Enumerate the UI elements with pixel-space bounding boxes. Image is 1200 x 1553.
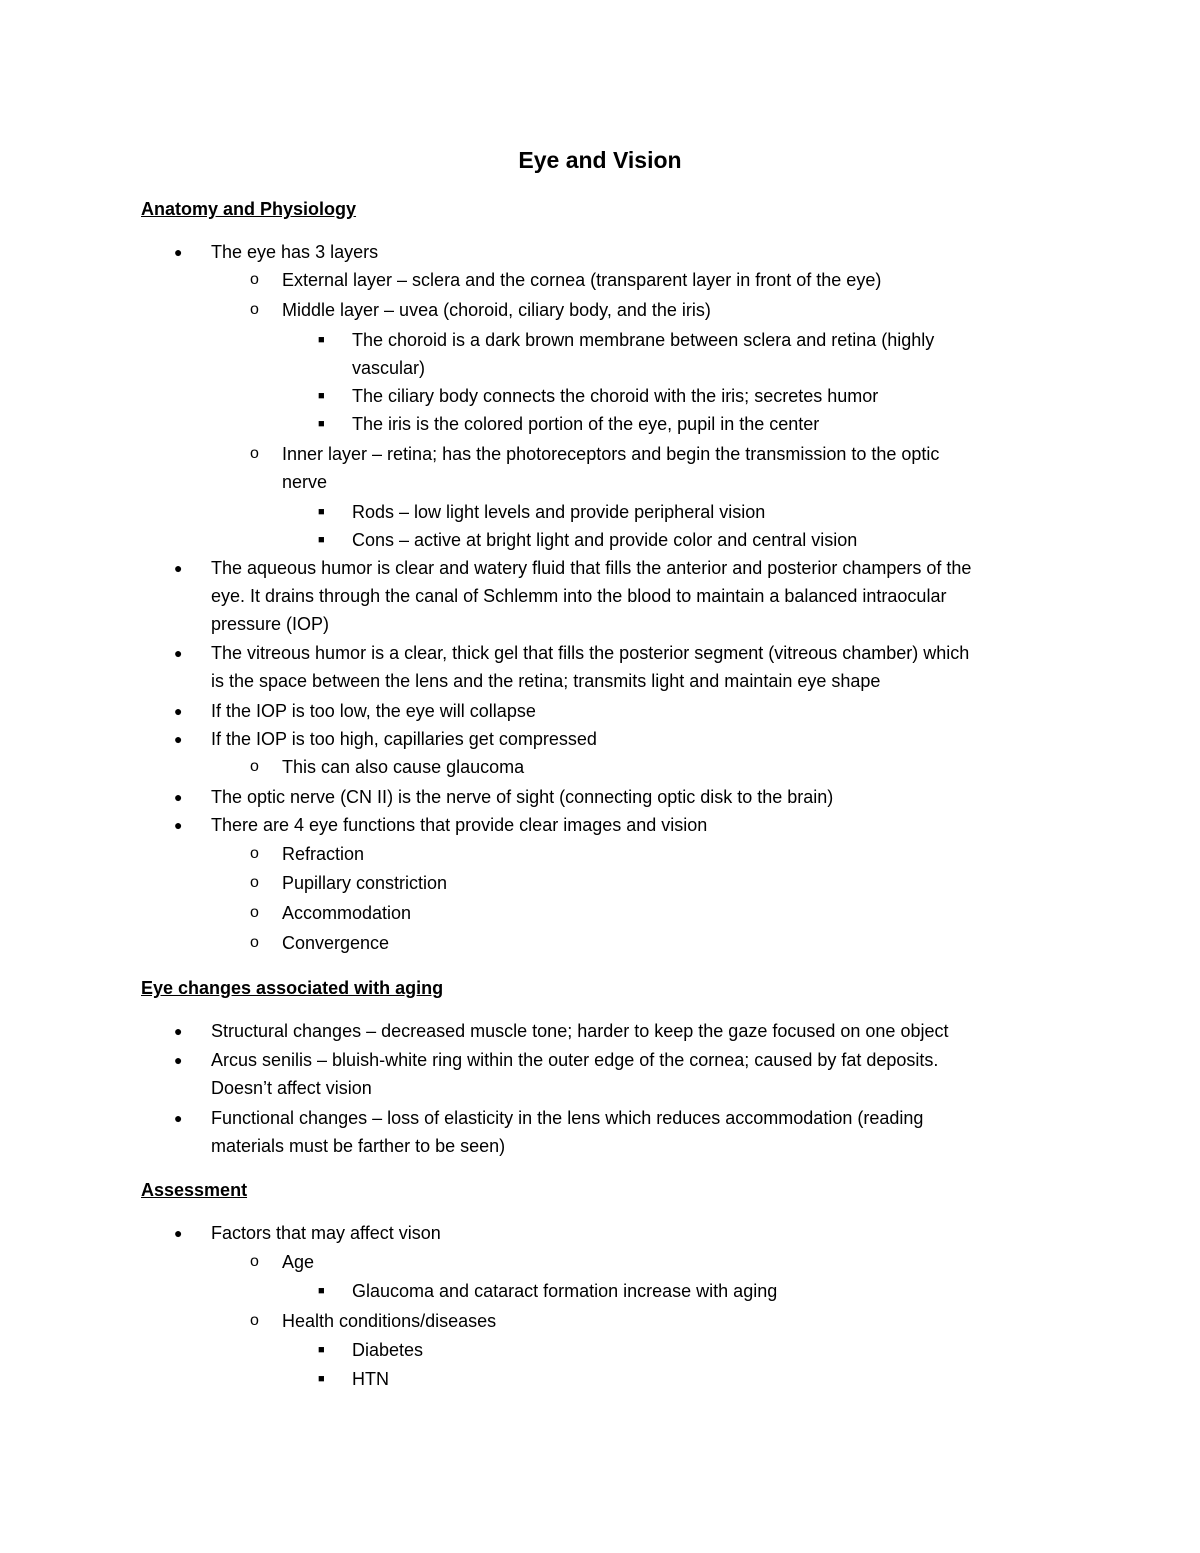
list-item: The optic nerve (CN II) is the nerve of sight (connecting optic disk to the brain) [211, 787, 834, 807]
list-item: Glaucoma and cataract formation increase with aging [352, 1281, 778, 1301]
list-item: Factors that may affect vison [211, 1223, 441, 1243]
list-item: This can also cause glaucoma [282, 757, 525, 777]
section-heading-aging: Eye changes associated with aging [141, 978, 444, 998]
bullet-circle: o [250, 904, 259, 921]
bullet-circle: o [250, 845, 259, 862]
list-item: The iris is the colored portion of the eye, pupil in the center [352, 414, 820, 434]
list-item: Arcus senilis – bluish-white ring within the outer edge of the cornea; caused by fat deposits. [211, 1050, 939, 1070]
bullet-circle: o [250, 934, 259, 951]
list-item: Functional changes – loss of elasticity in the lens which reduces accommodation (reading [211, 1108, 924, 1128]
list-item-continuation: vascular) [352, 358, 426, 378]
section-heading-anatomy: Anatomy and Physiology [141, 199, 357, 219]
list-item: The ciliary body connects the choroid with the iris; secretes humor [352, 386, 879, 406]
bullet-square: ■ [318, 1285, 325, 1297]
list-item: Age [282, 1252, 315, 1272]
bullet-circle: o [250, 301, 259, 318]
list-item: The vitreous humor is a clear, thick gel that fills the posterior segment (vitreous chamber) which [211, 643, 970, 663]
bullet-disc: ● [174, 1052, 183, 1068]
list-item: Middle layer – uvea (choroid, ciliary body, and the iris) [282, 300, 711, 320]
bullet-square: ■ [318, 1373, 325, 1385]
document-title: Eye and Vision [518, 147, 682, 173]
bullet-disc: ● [174, 1110, 183, 1126]
list-item: External layer – sclera and the cornea (transparent layer in front of the eye) [282, 270, 882, 290]
list-item: The aqueous humor is clear and watery fluid that fills the anterior and posterior champers of the [211, 558, 972, 578]
list-item: If the IOP is too high, capillaries get compressed [211, 729, 597, 749]
bullet-disc: ● [174, 789, 183, 805]
list-item: If the IOP is too low, the eye will collapse [211, 701, 536, 721]
list-item: The choroid is a dark brown membrane between sclera and retina (highly [352, 330, 935, 350]
bullet-circle: o [250, 758, 259, 775]
bullet-square: ■ [318, 334, 325, 346]
bullet-circle: o [250, 874, 259, 891]
section-heading-assessment: Assessment [141, 1180, 248, 1200]
bullet-square: ■ [318, 1344, 325, 1356]
list-item: HTN [352, 1369, 389, 1389]
list-item-continuation: nerve [282, 472, 328, 492]
list-item: Convergence [282, 933, 390, 953]
list-item-continuation: eye. It drains through the canal of Schlemm into the blood to maintain a balanced intraocular [211, 586, 947, 606]
list-item: Cons – active at bright light and provide color and central vision [352, 530, 858, 550]
list-item: Refraction [282, 844, 365, 864]
list-item: Inner layer – retina; has the photoreceptors and begin the transmission to the optic [282, 444, 940, 464]
bullet-disc: ● [174, 244, 183, 260]
bullet-circle: o [250, 1312, 259, 1329]
list-item: Pupillary constriction [282, 873, 448, 893]
list-item: The eye has 3 layers [211, 242, 379, 262]
list-item: Health conditions/diseases [282, 1311, 497, 1331]
list-item-continuation: is the space between the lens and the retina; transmits light and maintain eye shape [211, 671, 881, 691]
bullet-disc: ● [174, 731, 183, 747]
bullet-square: ■ [318, 506, 325, 518]
bullet-disc: ● [174, 703, 183, 719]
list-item: Rods – low light levels and provide peripheral vision [352, 502, 766, 522]
bullet-disc: ● [174, 560, 183, 576]
list-item: Accommodation [282, 903, 412, 923]
list-item: Structural changes – decreased muscle tone; harder to keep the gaze focused on one object [211, 1021, 949, 1041]
bullet-square: ■ [318, 418, 325, 430]
bullet-square: ■ [318, 390, 325, 402]
bullet-circle: o [250, 445, 259, 462]
bullet-circle: o [250, 271, 259, 288]
bullet-disc: ● [174, 645, 183, 661]
bullet-square: ■ [318, 534, 325, 546]
bullet-disc: ● [174, 1225, 183, 1241]
list-item-continuation: materials must be farther to be seen) [211, 1136, 506, 1156]
list-item: There are 4 eye functions that provide clear images and vision [211, 815, 708, 835]
list-item: Diabetes [352, 1340, 424, 1360]
list-item-continuation: pressure (IOP) [211, 614, 330, 634]
bullet-disc: ● [174, 1023, 183, 1039]
bullet-circle: o [250, 1253, 259, 1270]
bullet-disc: ● [174, 817, 183, 833]
list-item-continuation: Doesn’t affect vision [211, 1078, 372, 1098]
